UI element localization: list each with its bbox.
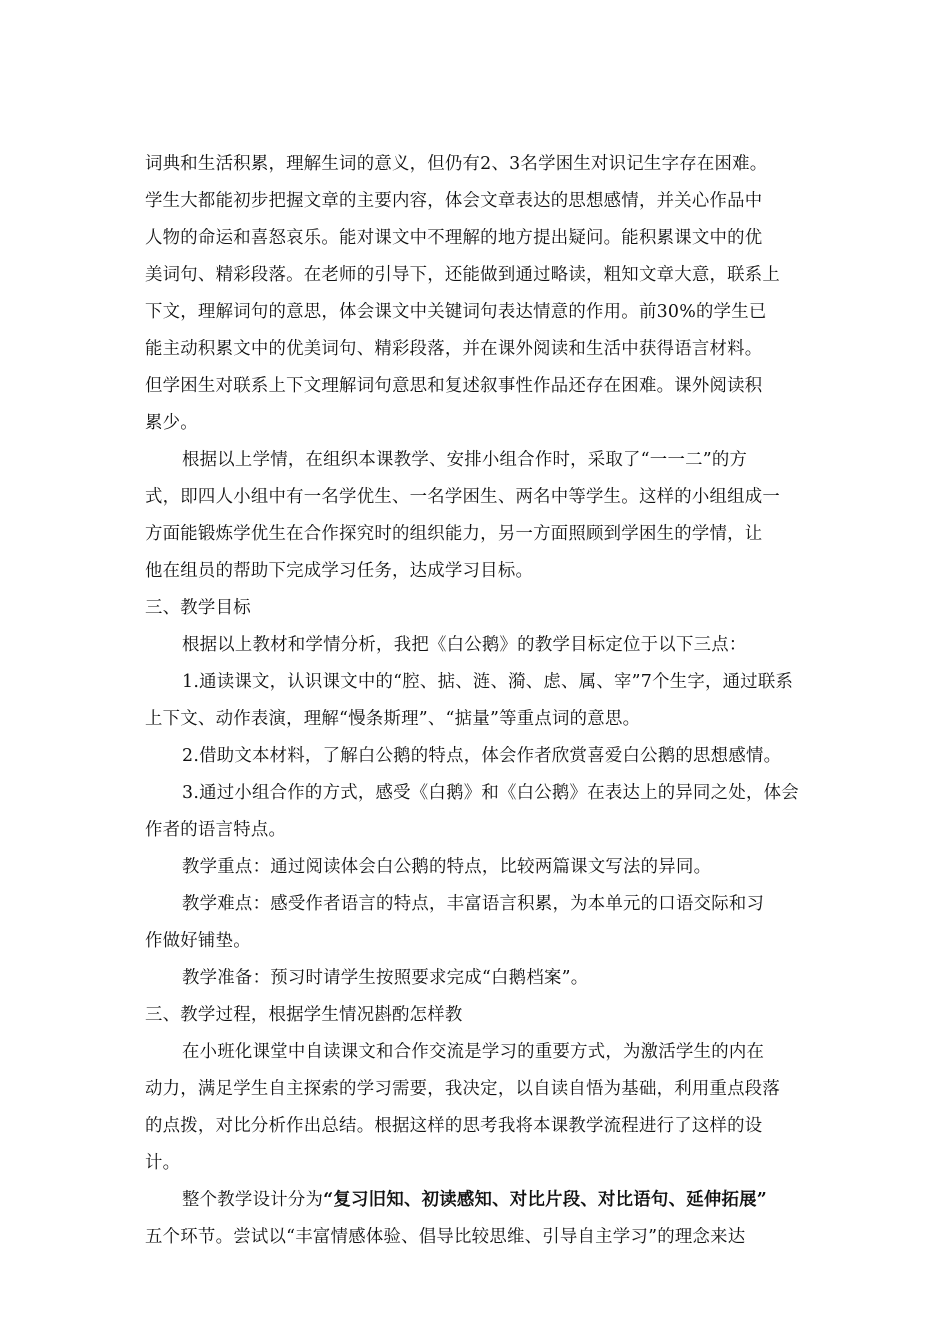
- text-line: 1.通读课文，认识课文中的“腔、掂、涟、漪、虑、属、宰”7个生字，通过联系: [182, 672, 794, 692]
- text-line: 教学难点：感受作者语言的特点，丰富语言积累，为本单元的口语交际和习: [182, 894, 765, 914]
- text-line: 方面能锻炼学优生在合作探究时的组织能力，另一方面照顾到学困生的学情，让: [145, 524, 763, 544]
- text-line: 教学重点：通过阅读体会白公鹅的特点，比较两篇课文写法的异同。: [182, 857, 712, 877]
- text-line: 但学困生对联系上下文理解词句意思和复述叙事性作品还存在困难。课外阅读积: [145, 376, 763, 396]
- text-line: 他在组员的帮助下完成学习任务，达成学习目标。: [145, 561, 534, 581]
- text-line: [182, 1189, 767, 1211]
- text-line: 学生大都能初步把握文章的主要内容，体会文章表达的思想感情，并关心作品中: [145, 191, 763, 211]
- text-line: 根据以上教材和学情分析，我把《白公鹅》的教学目标定位于以下三点：: [182, 635, 747, 655]
- text-line: 的点拨，对比分析作出总结。根据这样的思考我将本课教学流程进行了这样的设: [145, 1116, 763, 1136]
- text-line: 能主动积累文中的优美词句、精彩段落，并在课外阅读和生活中获得语言材料。: [145, 339, 763, 359]
- text-line: 教学准备：预习时请学生按照要求完成“白鹅档案”。: [182, 968, 589, 988]
- text-line: 人物的命运和喜怒哀乐。能对课文中不理解的地方提出疑问。能积累课文中的优: [145, 228, 763, 248]
- text-line: 动力，满足学生自主探索的学习需要，我决定，以自读自悟为基础，利用重点段落: [145, 1079, 781, 1099]
- bold-phrase: “复习旧知、初读感知、对比片段、对比语句、延伸拓展”: [323, 1190, 768, 1210]
- text-line: 词典和生活积累，理解生词的意义，但仍有2、3名学困生对识记生字存在困难。: [145, 154, 768, 174]
- text-line: 作者的语言特点。: [145, 820, 287, 840]
- text-line: 在小班化课堂中自读课文和合作交流是学习的重要方式，为激活学生的内在: [182, 1042, 765, 1062]
- text-line: 2.借助文本材料，了解白公鹅的特点，体会作者欣赏喜爱白公鹅的思想感情。: [182, 746, 782, 766]
- text-line: 3.通过小组合作的方式，感受《白鹅》和《白公鹅》在表达上的异同之处，体会: [182, 783, 799, 803]
- text-line: 下文，理解词句的意思，体会课文中关键词句表达情意的作用。前30%的学生已: [145, 302, 767, 322]
- text-line: 累少。: [145, 413, 198, 433]
- text-line: 根据以上学情，在组织本课教学、安排小组合作时，采取了“一一二”的方: [182, 450, 748, 470]
- text-line: 计。: [145, 1153, 181, 1173]
- text-line: 上下文、动作表演，理解“慢条斯理”、“掂量”等重点词的意思。: [145, 709, 641, 729]
- text-line: 美词句、精彩段落。在老师的引导下，还能做到通过略读，粗知文章大意，联系上: [145, 265, 781, 285]
- section-heading: 三、教学目标: [145, 598, 251, 618]
- section-heading: 三、教学过程，根据学生情况斟酌怎样教: [145, 1005, 463, 1025]
- text-line: 五个环节。尝试以“丰富情感体验、倡导比较思维、引导自主学习”的理念来达: [145, 1227, 746, 1247]
- text-line: 式，即四人小组中有一名学优生、一名学困生、两名中等学生。这样的小组组成一: [145, 487, 781, 507]
- text-line: 作做好铺垫。: [145, 931, 251, 951]
- text-span: 整个教学设计分为: [182, 1190, 324, 1210]
